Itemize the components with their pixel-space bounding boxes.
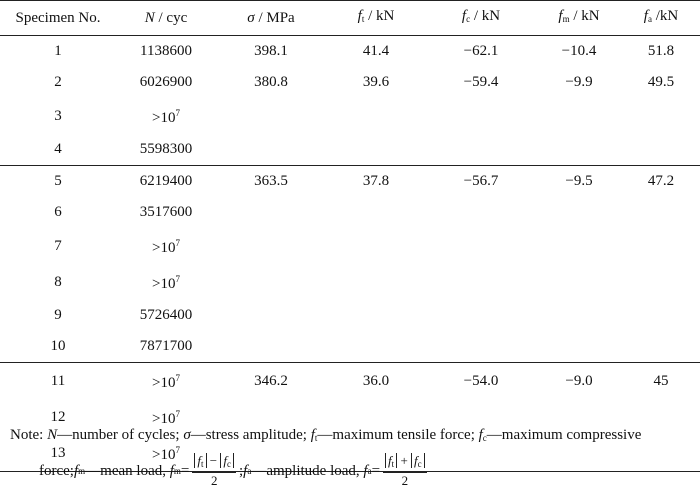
header-specimen [0, 1, 116, 36]
note-semicolon: ; [239, 463, 244, 479]
stress-amplitude: 346.2 [216, 363, 326, 400]
header-fm-unit: / kN [569, 8, 600, 24]
table-row [0, 67, 700, 98]
eq-fa-sub: a [367, 466, 372, 476]
abs-ft [194, 453, 206, 468]
table-row [0, 264, 700, 300]
specimen-no: 10 [50, 338, 66, 354]
note-fm-sub: m [78, 466, 86, 476]
cycles: 5598300 [139, 141, 193, 157]
specimen-no: 8 [54, 273, 62, 290]
header-row [0, 1, 700, 36]
plus-sign: + [397, 453, 412, 468]
abs-ft-sub: t [391, 459, 395, 469]
mean-load: −9.5 [536, 166, 622, 198]
note-line-2 [10, 453, 690, 489]
table-row [0, 134, 700, 166]
stress-amplitude: 363.5 [216, 166, 326, 198]
amplitude-load: 49.5 [647, 74, 675, 90]
abs-fc-sub: c [227, 459, 231, 469]
abs-ft-symbol: f [388, 453, 392, 468]
max-tensile-force: 41.4 [326, 36, 426, 68]
note-fm-desc: —mean load, [85, 463, 166, 479]
max-tensile-force: 37.8 [326, 166, 426, 198]
mean-load: −9.9 [565, 74, 593, 90]
eq-fa-symbol: f [363, 463, 368, 479]
cycles-exponent: 7 [175, 274, 180, 284]
header-ft [326, 1, 426, 36]
specimen-no: 6 [54, 204, 62, 220]
specimen-no: 1 [0, 36, 116, 68]
header-ft-symbol: f [357, 8, 362, 24]
note-fa-desc: —amplitude load, [251, 463, 360, 479]
amplitude-load-numerator [383, 453, 427, 473]
note-n-desc: —number of cycles; [57, 427, 184, 443]
note-n-symbol: N [47, 427, 58, 443]
cycles-base: >10 [152, 276, 176, 292]
header-fc [426, 1, 536, 36]
header-fa [622, 1, 700, 36]
header-fm-sub: m [562, 14, 570, 24]
abs-fc [220, 453, 234, 468]
header-ft-unit: / kN [364, 8, 395, 24]
abs-fc [411, 453, 425, 468]
header-sigma-unit: / MPa [254, 9, 295, 26]
mean-load-numerator [192, 453, 236, 473]
note-line-1 [10, 424, 690, 449]
max-compressive-force: −56.7 [426, 166, 536, 198]
note-sigma-desc: —stress amplitude; [190, 427, 311, 443]
mean-load: −9.0 [536, 363, 622, 400]
amplitude-load-denominator: 2 [401, 473, 409, 488]
table-row [0, 363, 700, 400]
header-fa-unit: /kN [651, 8, 679, 24]
eq-fm-sub: m [173, 466, 181, 476]
header-specimen-text: Specimen No. [15, 9, 101, 26]
cycles-base: >10 [152, 447, 176, 463]
abs-fc-symbol: f [414, 453, 418, 468]
cycles-base: >10 [152, 411, 176, 427]
header-n [116, 1, 216, 36]
max-compressive-force: −59.4 [463, 74, 499, 90]
max-tensile-force: 36.0 [326, 363, 426, 400]
note-fm-symbol: f [73, 463, 79, 479]
header-fc-symbol: f [461, 8, 467, 24]
cycles: 6026900 [139, 74, 193, 90]
note-lead: Note: [10, 427, 48, 443]
cycles-exponent: 7 [175, 373, 180, 383]
header-fc-unit: / kN [470, 8, 501, 24]
specimen-no: 2 [54, 74, 62, 90]
note-fc-desc: —maximum compressive [486, 427, 642, 443]
note-ft-desc: —maximum tensile force; [317, 427, 479, 443]
cycles-base: >10 [152, 110, 176, 126]
cycles [116, 264, 216, 300]
specimen-no: 4 [54, 141, 62, 157]
amplitude-load: 47.2 [622, 166, 700, 198]
note-sigma-symbol: σ [183, 427, 191, 443]
amplitude-load: 51.8 [622, 36, 700, 68]
stress-amplitude: 380.8 [254, 74, 288, 90]
cycles-base: >10 [152, 375, 176, 391]
minus-sign: − [206, 453, 221, 468]
cycles [116, 363, 216, 400]
header-ft-sub: t [361, 14, 365, 24]
cycles [116, 98, 216, 134]
table-row [0, 197, 700, 228]
amplitude-load: 45 [622, 363, 700, 400]
table-row [0, 166, 700, 198]
header-sigma [216, 1, 326, 36]
cycles: 6219400 [116, 166, 216, 198]
amplitude-load-formula [383, 453, 427, 489]
table-row [0, 331, 700, 363]
table-note [10, 424, 690, 489]
mean-load: −10.4 [536, 36, 622, 68]
specimen-no: 5 [0, 166, 116, 198]
header-sigma-symbol: σ [247, 9, 255, 26]
cycles-base: >10 [152, 240, 176, 256]
cycles: 7871700 [139, 338, 193, 354]
note-force-word: force; [39, 463, 74, 479]
note-fa-sub: a [247, 466, 252, 476]
eq-fm-equals: = [180, 463, 190, 479]
specimen-no: 3 [54, 107, 62, 124]
specimen-no: 11 [0, 363, 116, 400]
header-fa-sub: a [647, 14, 652, 24]
note-fc-symbol: f [478, 427, 483, 443]
cycles-exponent: 7 [175, 108, 180, 118]
mean-load-denominator: 2 [210, 473, 218, 488]
max-compressive-force: −54.0 [426, 363, 536, 400]
max-tensile-force: 39.6 [362, 74, 390, 90]
abs-ft-sub: t [201, 459, 204, 469]
eq-fm-symbol: f [169, 463, 174, 479]
table-row [0, 228, 700, 264]
table-row [0, 98, 700, 134]
cycles: 1138600 [116, 36, 216, 68]
eq-fa-equals: = [371, 463, 381, 479]
note-fc-sub: c [482, 433, 487, 443]
header-fm-symbol: f [558, 8, 563, 24]
specimen-no: 13 [50, 444, 66, 461]
note-fa-symbol: f [243, 463, 248, 479]
max-compressive-force: −62.1 [426, 36, 536, 68]
specimen-no: 9 [54, 307, 62, 323]
cycles-exponent: 7 [175, 238, 180, 248]
header-fc-sub: c [466, 14, 471, 24]
table-row [0, 300, 700, 331]
stress-amplitude: 398.1 [216, 36, 326, 68]
abs-ft [385, 453, 397, 468]
note-ft-sub: t [314, 433, 318, 443]
abs-ft-symbol: f [197, 453, 202, 468]
abs-fc-sub: c [417, 459, 422, 469]
header-fa-symbol: f [643, 8, 648, 24]
cycles-exponent: 7 [175, 409, 180, 419]
header-n-symbol: N [144, 9, 155, 26]
cycles [116, 228, 216, 264]
cycles: 5726400 [139, 307, 193, 323]
specimen-no: 12 [50, 408, 66, 425]
header-fm [536, 1, 622, 36]
abs-fc-symbol: f [223, 453, 227, 468]
cycles: 3517600 [139, 204, 193, 220]
mean-load-formula [192, 453, 236, 489]
specimen-no: 7 [54, 237, 62, 254]
cycles-exponent: 7 [175, 445, 180, 455]
table-row [0, 36, 700, 68]
header-n-unit: / cyc [154, 9, 188, 26]
note-ft-symbol: f [310, 427, 315, 443]
